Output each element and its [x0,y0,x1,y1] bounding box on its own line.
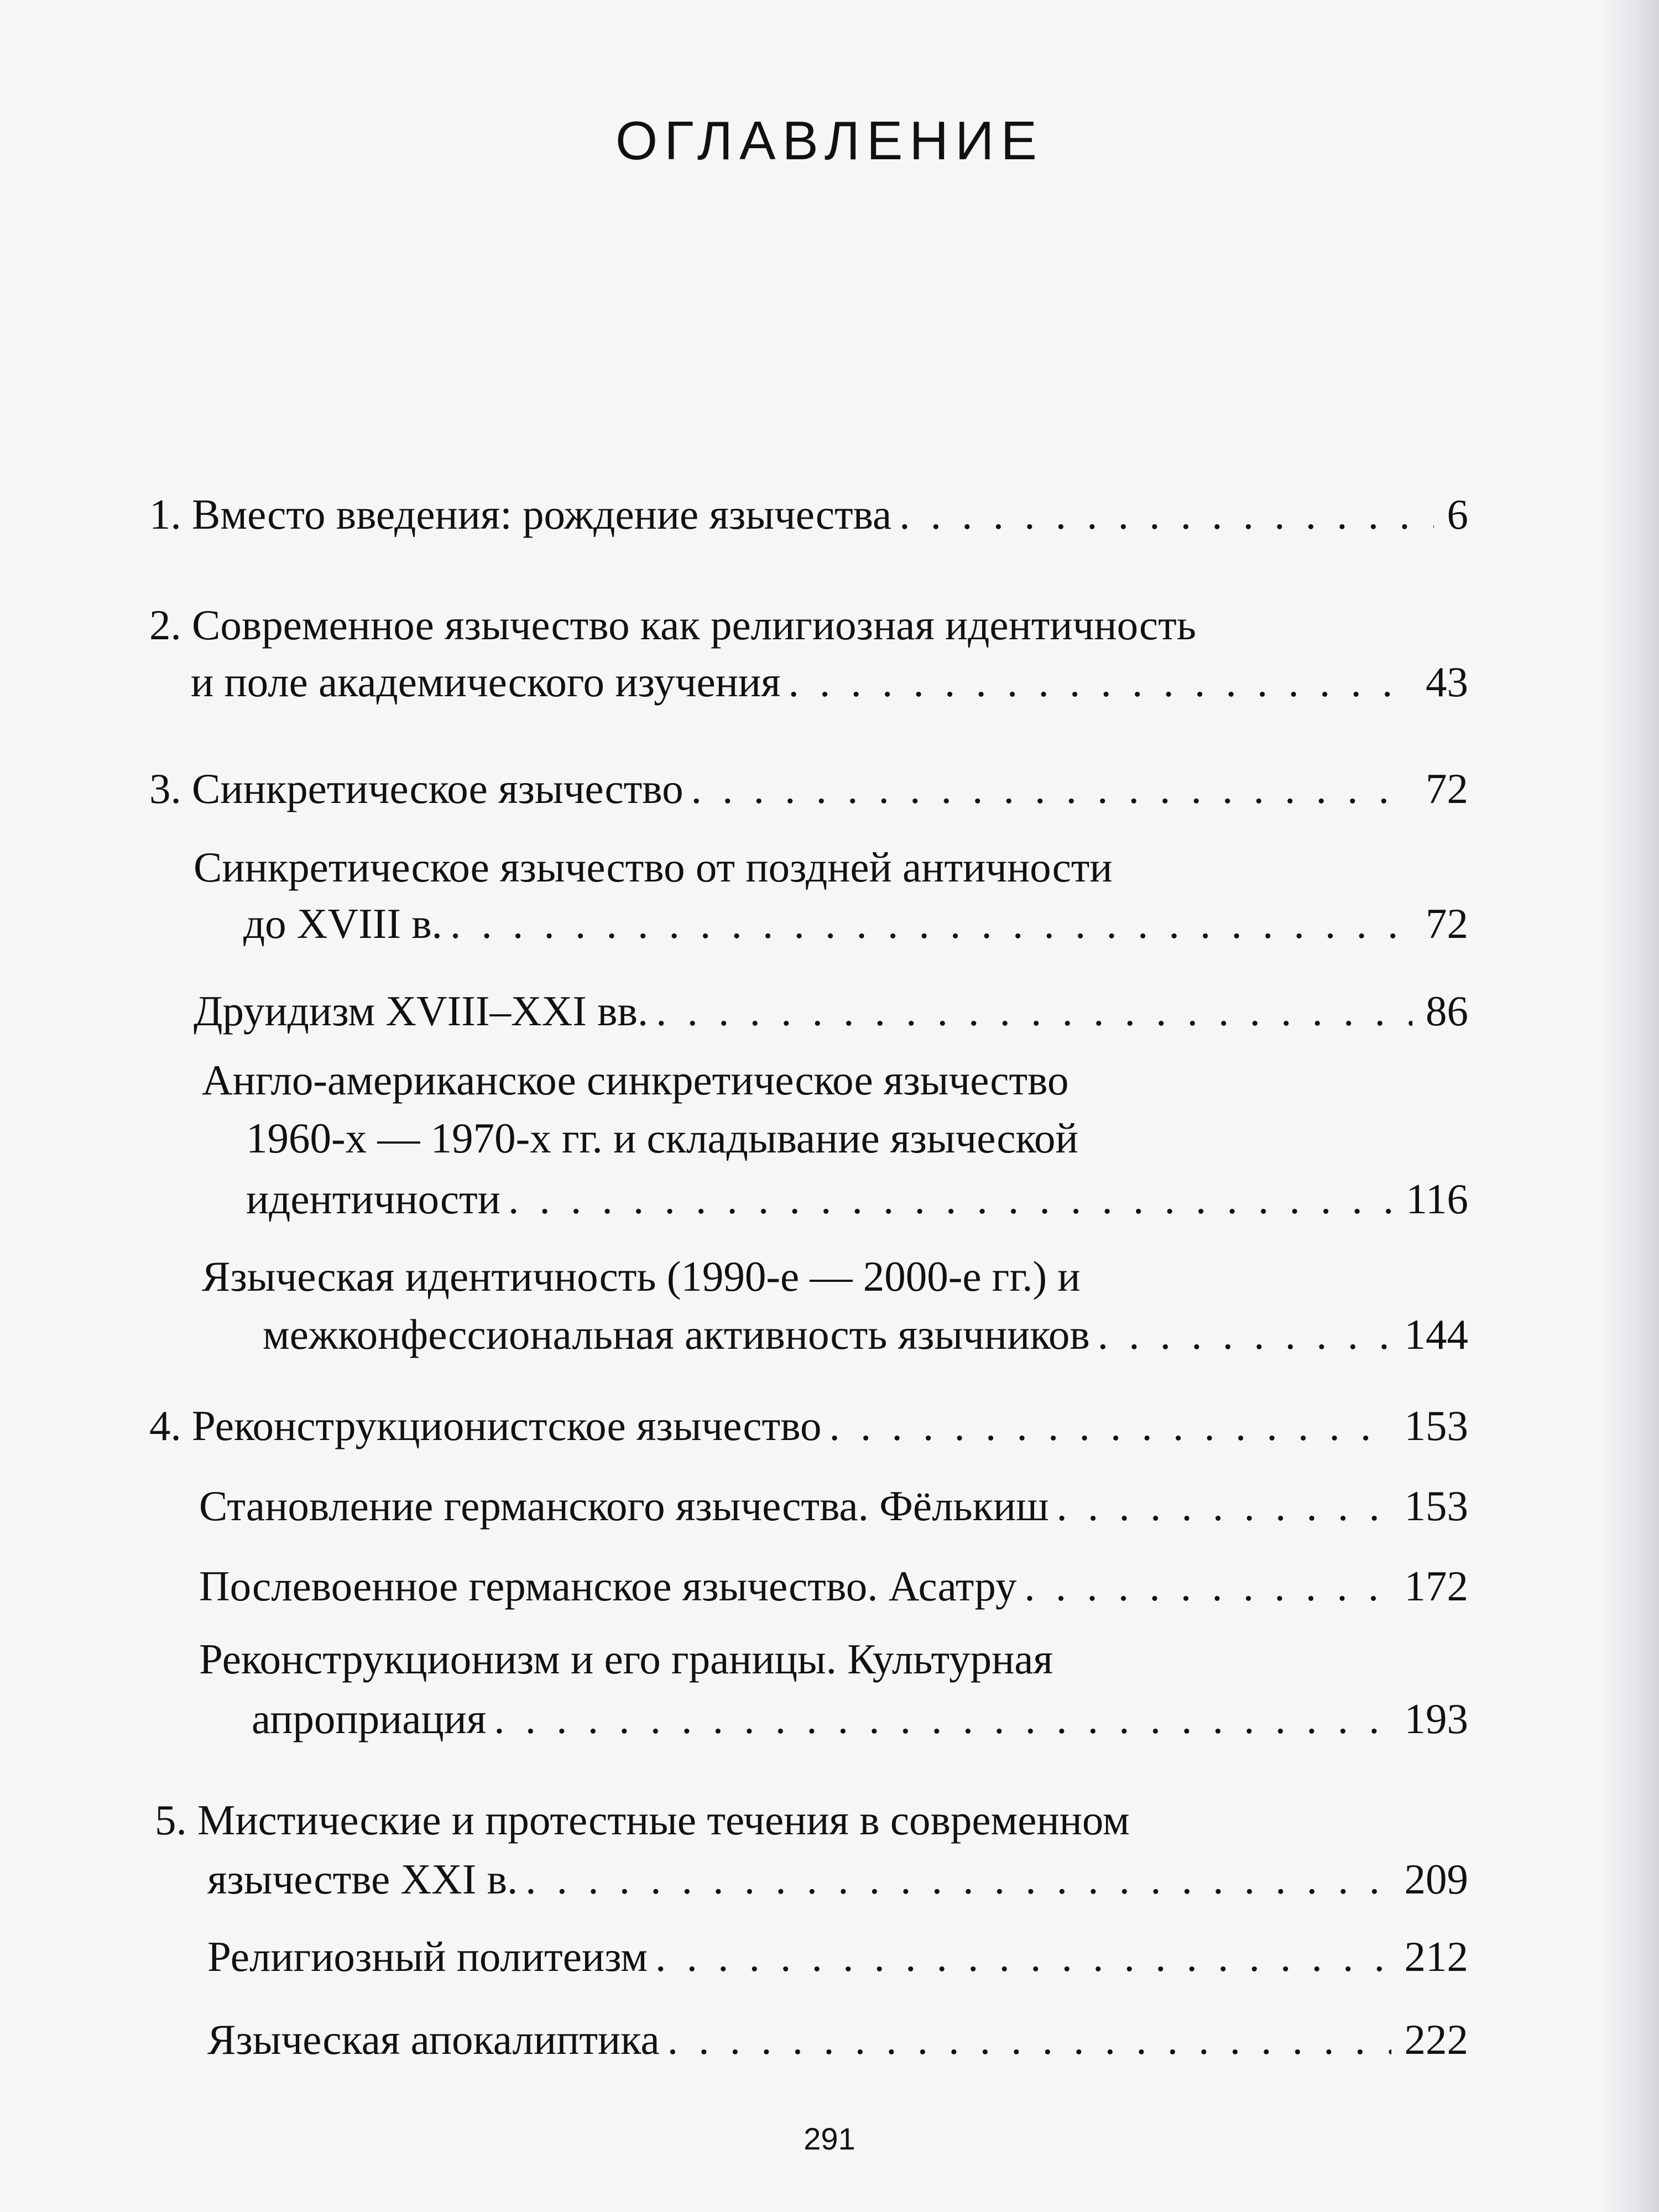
dot-leader [494,1698,1391,1740]
toc-entry-page: 43 [1426,658,1468,706]
dot-leader [450,902,1412,945]
toc-entry-ch4-1 [199,1482,1468,1530]
toc-entry-label: Становление германского язычества. Фёлькиш [199,1482,1049,1530]
toc-entry-label: Послевоенное германское язычество. Асатру [199,1562,1017,1610]
toc-entry-ch5-line1: 5. Мистические и протестные течения в современном [155,1796,1130,1844]
toc-entry-ch3-1-line1: Синкретическое язычество от поздней античности [194,843,1113,891]
toc-entry-ch5-2 [207,2018,1468,2061]
dot-leader [1057,1485,1391,1527]
toc-entry-page: 212 [1404,1933,1468,1980]
toc-entry-ch3-1 [243,902,1468,945]
dot-leader [789,661,1412,703]
toc-entry-ch1 [149,493,1468,536]
toc-entry-ch4-2 [199,1562,1468,1610]
toc-entry-page: 6 [1447,491,1468,538]
toc-entry-ch3-4-line1: Языческая идентичность (1990-е — 2000-е гг.) и [202,1253,1081,1300]
page-number: 291 [804,2121,855,2156]
dot-leader [525,1858,1391,1901]
toc-entry-page: 153 [1404,1482,1468,1530]
toc-entry-label: 1. Вместо введения: рождение язычества [149,491,892,538]
toc-entry-ch3-4 [263,1313,1468,1356]
toc-entry-ch3 [149,765,1468,812]
toc-entry-page: 193 [1404,1695,1468,1743]
toc-entry-page: 209 [1404,1855,1468,1903]
toc-entry-label: и поле академического изучения [191,658,781,706]
toc-entry-label: 4. Реконструкционистское язычество [149,1402,822,1449]
dot-leader [691,768,1412,810]
toc-entry-label: до XVIII в. [243,900,442,947]
toc-entry-label: Друидизм XVIII–XXI вв. [194,987,649,1035]
toc-entry-ch3-3-line1: Англо-американское синкретическое язычество [202,1056,1069,1104]
dot-leader [508,1178,1392,1220]
dot-leader [1024,1565,1391,1608]
toc-entry-ch5-1 [207,1933,1468,1980]
toc-entry-ch3-3 [246,1175,1468,1223]
toc-entry-ch3-3-line2: 1960-х — 1970-х гг. и складывание языческой [246,1114,1078,1162]
toc-entry-page: 86 [1426,987,1468,1035]
toc-entry-ch5 [207,1855,1468,1903]
toc-entry-page: 144 [1404,1311,1468,1358]
toc-entry-label: апроприация [252,1695,487,1743]
toc-entry-label: Религиозный политеизм [207,1933,648,1980]
dot-leader [656,990,1412,1032]
toc-entry-page: 153 [1404,1402,1468,1449]
toc-entry-label: межконфессиональная активность язычников [263,1311,1090,1358]
dot-leader [899,493,1433,536]
toc-entry-label: язычестве XXI в. [207,1855,518,1903]
toc-entry-label: Языческая апокалиптика [207,2016,660,2063]
toc-entry-page: 172 [1404,1562,1468,1610]
toc-entry-ch4-3-line1: Реконструкционизм и его границы. Культурная [199,1635,1053,1683]
toc-entry-label: идентичности [246,1175,501,1223]
toc-entry-ch4-3 [252,1695,1468,1743]
page-title: ОГЛАВЛЕНИЕ [615,110,1044,171]
dot-leader [655,1936,1391,1978]
page-edge-shadow [1598,0,1659,2212]
toc-entry-ch3-2 [194,987,1468,1035]
toc-entry-page: 72 [1426,900,1468,947]
toc-entry-page: 116 [1406,1175,1468,1223]
dot-leader [667,2018,1391,2061]
toc-entry-ch2 [191,658,1468,706]
toc-entry-page: 72 [1426,765,1468,812]
toc-entry-ch4 [149,1402,1468,1449]
dot-leader [830,1405,1391,1447]
toc-entry-page: 222 [1404,2016,1468,2063]
dot-leader [1098,1313,1391,1356]
toc-entry-label: 3. Синкретическое язычество [149,765,684,812]
toc-entry-ch2-line1: 2. Современное язычество как религиозная идентичность [149,601,1196,649]
